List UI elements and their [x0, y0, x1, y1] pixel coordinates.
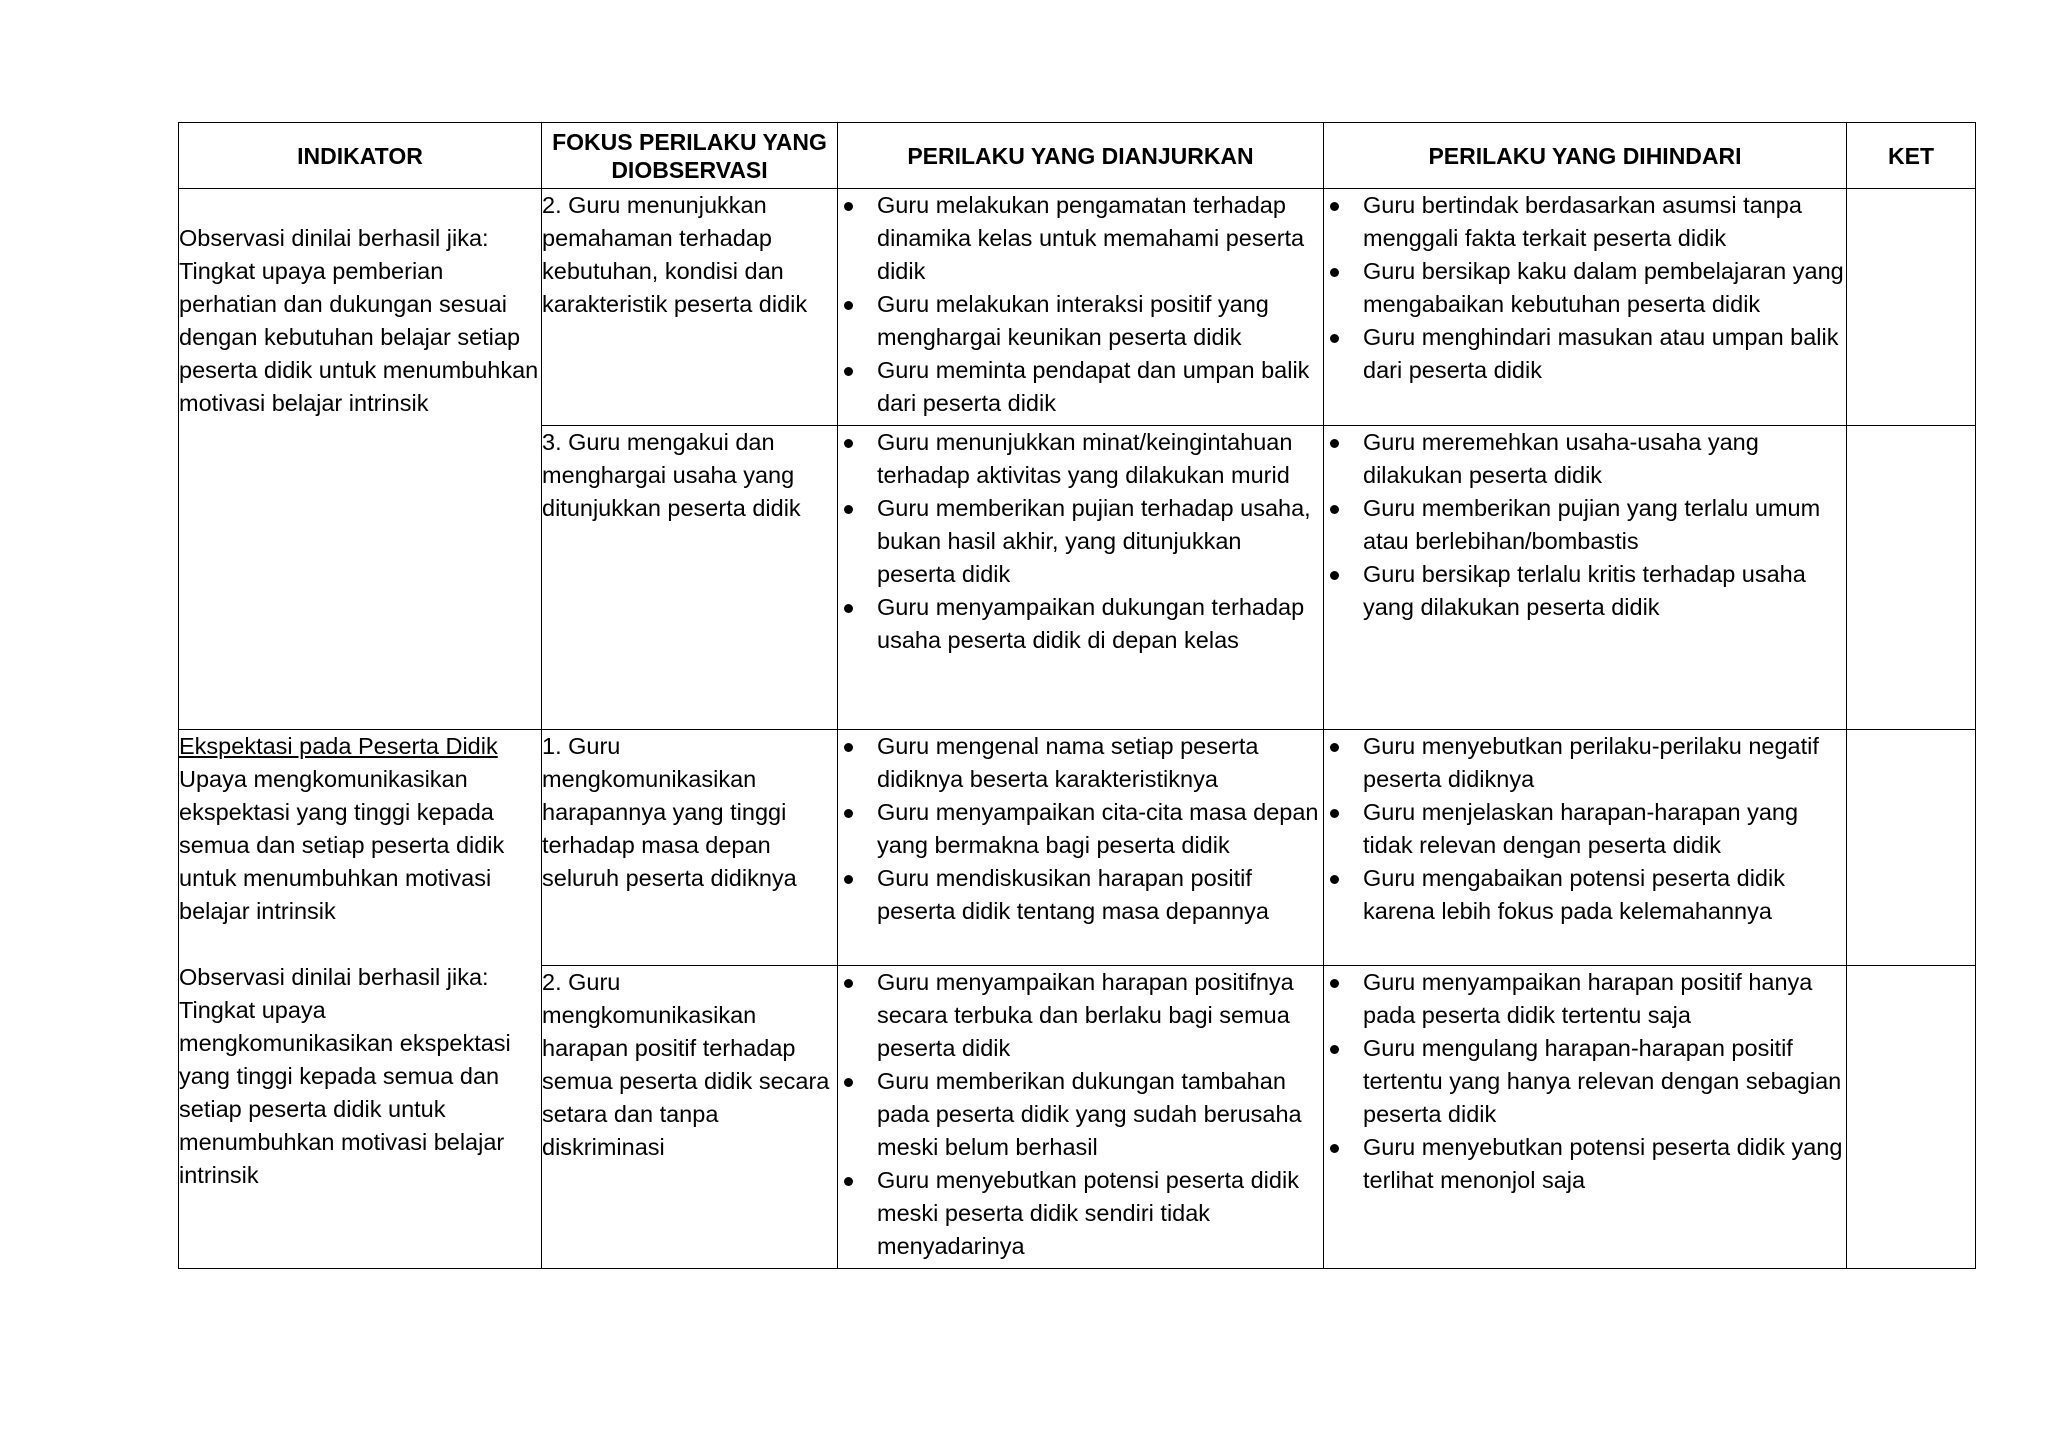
list-item: Guru menyebutkan potensi peserta didik yang terlihat menonjol saja [1324, 1131, 1846, 1197]
indikator-text: Upaya mengkomunikasikan ekspektasi yang tinggi kepada semua dan setiap peserta didik untuk menumbuhkan motivasi belajar intrinsik [179, 766, 505, 924]
dihindari-cell [1324, 189, 1847, 426]
ket-cell [1847, 189, 1976, 426]
indikator-title: Ekspektasi pada Peserta Didik [179, 733, 498, 759]
dianjurkan-cell [838, 966, 1324, 1269]
list-item: Guru menyampaikan dukungan terhadap usaha peserta didik di depan kelas [838, 591, 1323, 657]
table-row [179, 730, 1976, 966]
dianjurkan-cell [838, 730, 1324, 966]
indikator-text: Tingkat upaya pemberian perhatian dan dukungan sesuai dengan kebutuhan belajar setiap peserta didik untuk menumbuhkan motivasi belajar intrinsik [179, 258, 539, 416]
list-item: Guru mengabaikan potensi peserta didik karena lebih fokus pada kelemahannya [1324, 862, 1846, 928]
list-item: Guru menyampaikan harapan positifnya secara terbuka dan berlaku bagi semua peserta didik [838, 966, 1323, 1065]
list-item: Guru mengenal nama setiap peserta didiknya beserta karakteristiknya [838, 730, 1323, 796]
list-item: Guru menghindari masukan atau umpan balik dari peserta didik [1324, 321, 1846, 387]
header-dihindari: PERILAKU YANG DIHINDARI [1324, 123, 1847, 189]
list-item: Guru memberikan pujian terhadap usaha, bukan hasil akhir, yang ditunjukkan peserta didik [838, 492, 1323, 591]
list-item: Guru menjelaskan harapan-harapan yang tidak relevan dengan peserta didik [1324, 796, 1846, 862]
fokus-cell: 2. Guru mengkomunikasikan harapan positif terhadap semua peserta didik secara setara dan tanpa diskriminasi [542, 966, 838, 1269]
dihindari-cell [1324, 966, 1847, 1269]
header-dianjurkan: PERILAKU YANG DIANJURKAN [838, 123, 1324, 189]
list-item: Guru bersikap terlalu kritis terhadap usaha yang dilakukan peserta didik [1324, 558, 1846, 624]
header-fokus: FOKUS PERILAKU YANG DIOBSERVASI [542, 123, 838, 189]
observation-table [178, 122, 1976, 1269]
dianjurkan-cell [838, 426, 1324, 730]
indikator-text-2: Tingkat upaya mengkomunikasikan ekspektasi yang tinggi kepada semua dan setiap peserta didik untuk menumbuhkan motivasi belajar intrinsik [179, 997, 511, 1188]
indikator-cell [179, 189, 542, 730]
indikator-label: Observasi dinilai berhasil jika: [179, 964, 489, 990]
list-item: Guru menyebutkan potensi peserta didik meski peserta didik sendiri tidak menyadarinya [838, 1164, 1323, 1263]
dianjurkan-cell [838, 189, 1324, 426]
table-row [179, 189, 1976, 426]
fokus-cell: 2. Guru menunjukkan pemahaman terhadap kebutuhan, kondisi dan karakteristik peserta didik [542, 189, 838, 426]
list-item: Guru melakukan pengamatan terhadap dinamika kelas untuk memahami peserta didik [838, 189, 1323, 288]
list-item: Guru meremehkan usaha-usaha yang dilakukan peserta didik [1324, 426, 1846, 492]
fokus-cell: 1. Guru mengkomunikasikan harapannya yang tinggi terhadap masa depan seluruh peserta didiknya [542, 730, 838, 966]
dihindari-cell [1324, 730, 1847, 966]
list-item: Guru mendiskusikan harapan positif peserta didik tentang masa depannya [838, 862, 1323, 928]
ket-cell [1847, 730, 1976, 966]
list-item: Guru memberikan dukungan tambahan pada peserta didik yang sudah berusaha meski belum berhasil [838, 1065, 1323, 1164]
indikator-cell [179, 730, 542, 1269]
list-item: Guru memberikan pujian yang terlalu umum atau berlebihan/bombastis [1324, 492, 1846, 558]
list-item: Guru bertindak berdasarkan asumsi tanpa menggali fakta terkait peserta didik [1324, 189, 1846, 255]
list-item: Guru menyebutkan perilaku-perilaku negatif peserta didiknya [1324, 730, 1846, 796]
dihindari-cell [1324, 426, 1847, 730]
indikator-label: Observasi dinilai berhasil jika: [179, 225, 489, 251]
fokus-cell: 3. Guru mengakui dan menghargai usaha yang ditunjukkan peserta didik [542, 426, 838, 730]
list-item: Guru melakukan interaksi positif yang menghargai keunikan peserta didik [838, 288, 1323, 354]
header-indikator: INDIKATOR [179, 123, 542, 189]
header-row [179, 123, 1976, 189]
list-item: Guru mengulang harapan-harapan positif tertentu yang hanya relevan dengan sebagian peserta didik [1324, 1032, 1846, 1131]
ket-cell [1847, 426, 1976, 730]
list-item: Guru menunjukkan minat/keingintahuan terhadap aktivitas yang dilakukan murid [838, 426, 1323, 492]
list-item: Guru menyampaikan cita-cita masa depan yang bermakna bagi peserta didik [838, 796, 1323, 862]
list-item: Guru bersikap kaku dalam pembelajaran yang mengabaikan kebutuhan peserta didik [1324, 255, 1846, 321]
list-item: Guru meminta pendapat dan umpan balik dari peserta didik [838, 354, 1323, 420]
header-ket: KET [1847, 123, 1976, 189]
ket-cell [1847, 966, 1976, 1269]
list-item: Guru menyampaikan harapan positif hanya pada peserta didik tertentu saja [1324, 966, 1846, 1032]
